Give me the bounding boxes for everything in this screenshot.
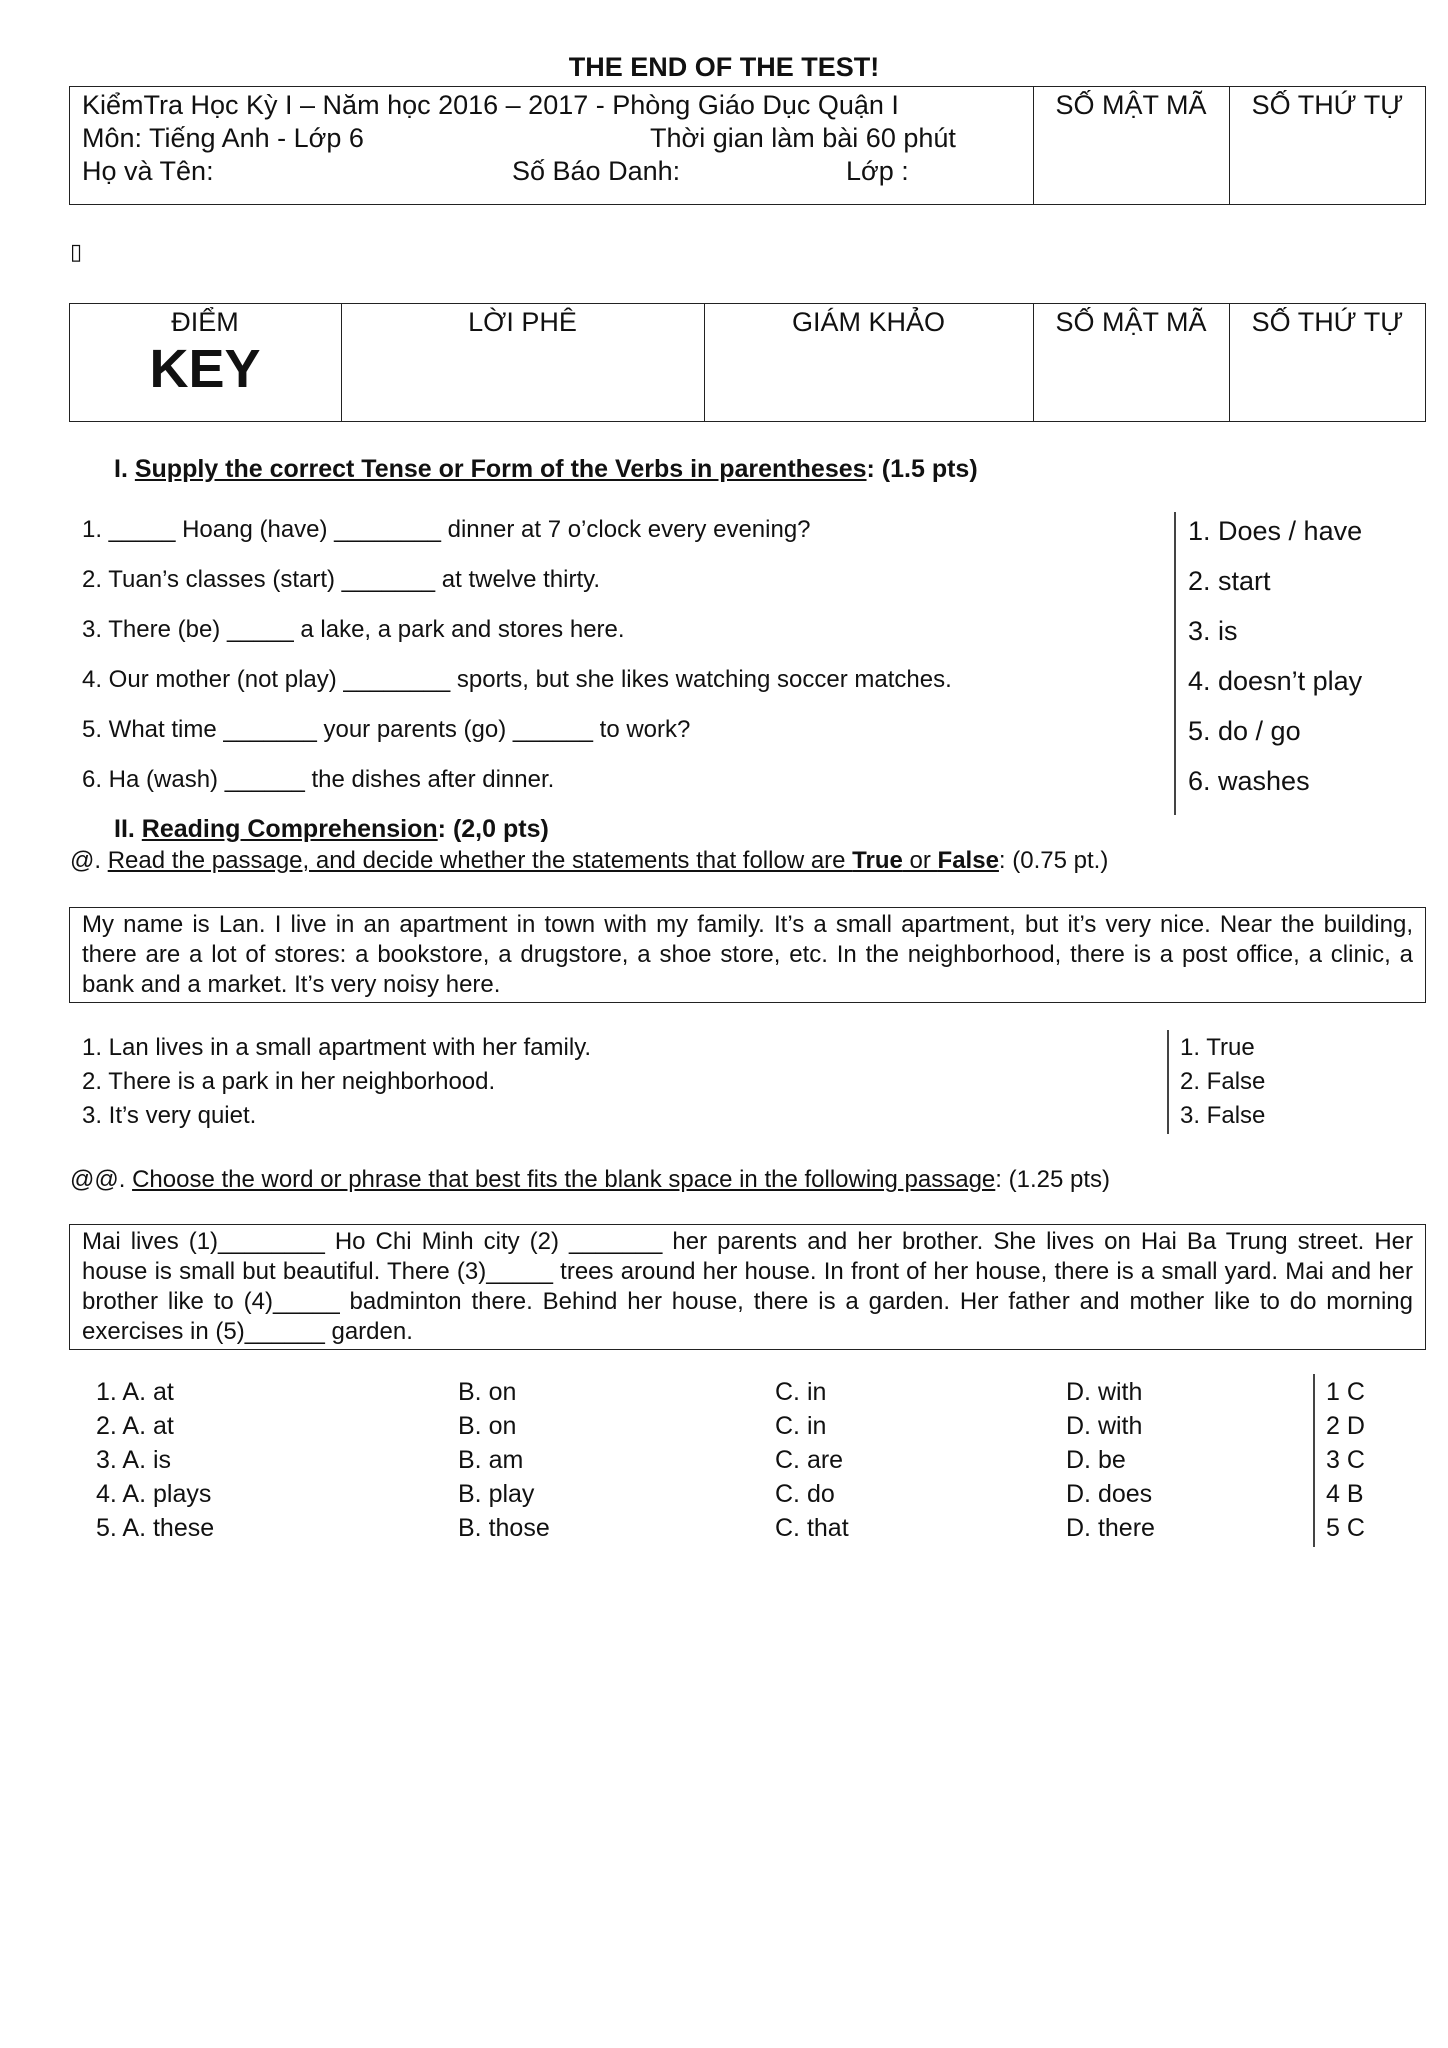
part-b-marker: @@. [70,1166,126,1193]
teacher-comment-label: LỜI PHÊ [468,307,577,337]
section-2-title: Reading Comprehension [141,815,438,843]
true-false-statement: 1. Lan lives in a small apartment with her family. [82,1034,592,1061]
grading-secret-code-label: SỐ MẬT MÃ [1055,307,1207,337]
part-a-points: : (0.75 pt.) [998,847,1109,874]
verb-question: 3. There (be) _____ a lake, a park and stores here. [82,616,625,643]
verb-answer: 2. start [1188,566,1271,596]
verb-answer: 1. Does / have [1188,516,1363,546]
cloze-answer-key: 4 B [1326,1480,1364,1508]
secret-code-label: SỐ MẬT MÃ [1055,90,1207,120]
score-value: KEY [149,339,261,399]
option-a: 5. A. these [96,1514,215,1542]
cloze-answer-key: 1 C [1326,1378,1365,1406]
true-false-answer: 2. False [1180,1068,1266,1095]
option-c: C. are [775,1446,844,1474]
section-2-prefix: II. [114,815,135,843]
true-false-statement: 3. It’s very quiet. [82,1102,257,1129]
cloze-passage-text: Mai lives (1)________ Ho Chi Minh city (2) _______ her parents and her brother. She lives on Hai Ba Trung street. Her house is small but beautiful. There (3)_____ trees around her house. In front of her house, there is a small yard. Mai and her brother like to (4)_____ badminton there. Behind her house, there is a garden. Her father and mother like to do morning exercises in (5)______ garden. [82,1228,1413,1345]
verb-question: 5. What time _______ your parents (go) ______ to work? [82,716,691,743]
part-a-instruction [70,845,1108,876]
false-keyword: False [937,847,999,874]
cloze-options [0,1376,1448,1551]
exam-subject: Môn: Tiếng Anh - Lớp 6 [82,123,364,153]
score-label: ĐIỂM [171,307,239,337]
student-name-label: Họ và Tên: [82,156,214,186]
exam-duration: Thời gian làm bài 60 phút [650,123,956,153]
order-number-label: SỐ THỨ TỰ [1251,90,1404,120]
option-d: D. does [1066,1480,1153,1508]
part-b-points: : (1.25 pts) [995,1166,1110,1193]
section-2-points: : (2,0 pts) [437,815,549,843]
option-a: 1. A. at [96,1378,174,1406]
verb-answer: 6. washes [1188,766,1310,796]
true-false-statement: 2. There is a park in her neighborhood. [82,1068,496,1095]
option-d: D. with [1066,1378,1143,1406]
option-c: C. do [775,1480,835,1508]
cloze-answer-divider [1313,1374,1315,1547]
option-d: D. there [1066,1514,1155,1542]
verb-question: 4. Our mother (not play) ________ sports, but she likes watching soccer matches. [82,666,952,693]
part-a-instruction-text: Read the passage, and decide whether the statements that follow are [107,847,853,874]
option-b: B. play [458,1480,535,1508]
option-a: 3. A. is [96,1446,172,1474]
option-b: B. those [458,1514,550,1542]
cloze-passage-box [69,1224,1426,1350]
cloze-answer-key: 2 D [1326,1412,1365,1440]
verb-question: 6. Ha (wash) ______ the dishes after dinner. [82,766,555,793]
section-2-heading [114,813,549,845]
student-id-label: Số Báo Danh: [512,156,681,186]
option-b: B. am [458,1446,524,1474]
verb-answer: 4. doesn’t play [1188,666,1363,696]
class-label: Lớp : [846,156,909,186]
part-a-marker: @. [70,847,102,874]
reading-passage-box [69,907,1426,1003]
verb-question: 2. Tuan’s classes (start) _______ at twelve thirty. [82,566,601,593]
reading-passage-text: My name is Lan. I live in an apartment in town with my family. It’s a small apartment, but it’s very nice. Near the building, there are a lot of stores: a bookstore, a drugstore, a shoe store, etc. In the neighborhood, there is a post office, a clinic, a bank and a market. It’s very noisy here. [82,911,1413,998]
section-1-points: : (1.5 pts) [866,455,978,483]
option-b: B. on [458,1378,517,1406]
option-a: 2. A. at [96,1412,174,1440]
exam-heading: KiểmTra Học Kỳ I – Năm học 2016 – 2017 - Phòng Giáo Dục Quận I [82,90,899,120]
option-c: C. in [775,1378,827,1406]
section-1-prefix: I. [114,455,128,483]
option-c: C. in [775,1412,827,1440]
grading-order-number-label: SỐ THỨ TỰ [1251,307,1404,337]
verb-answer: 5. do / go [1188,716,1301,746]
tf-answer-divider [1167,1030,1169,1134]
section-1-title: Supply the correct Tense or Form of the Verbs in parentheses [134,455,867,483]
section-1-heading [114,453,978,485]
true-false-answer: 1. True [1180,1034,1255,1061]
option-a: 4. A. plays [96,1480,212,1508]
examiner-label: GIÁM KHẢO [791,307,946,337]
answer-column-divider [1174,512,1176,815]
page-title: THE END OF THE TEST! [568,52,880,82]
placeholder-box-icon: ▯ [70,239,83,264]
cloze-answer-key: 3 C [1326,1446,1365,1474]
true-keyword: True [852,847,903,874]
part-b-instruction-text: Choose the word or phrase that best fits the blank space in the following passage [132,1166,996,1193]
option-b: B. on [458,1412,517,1440]
option-d: D. with [1066,1412,1143,1440]
verb-answer: 3. is [1188,616,1238,646]
verb-question: 1. _____ Hoang (have) ________ dinner at 7 o’clock every evening? [82,516,811,543]
part-b-instruction [70,1164,1110,1195]
option-c: C. that [775,1514,849,1542]
option-d: D. be [1066,1446,1126,1474]
or-keyword: or [902,847,938,874]
cloze-answer-key: 5 C [1326,1514,1365,1542]
true-false-answer: 3. False [1180,1102,1266,1129]
